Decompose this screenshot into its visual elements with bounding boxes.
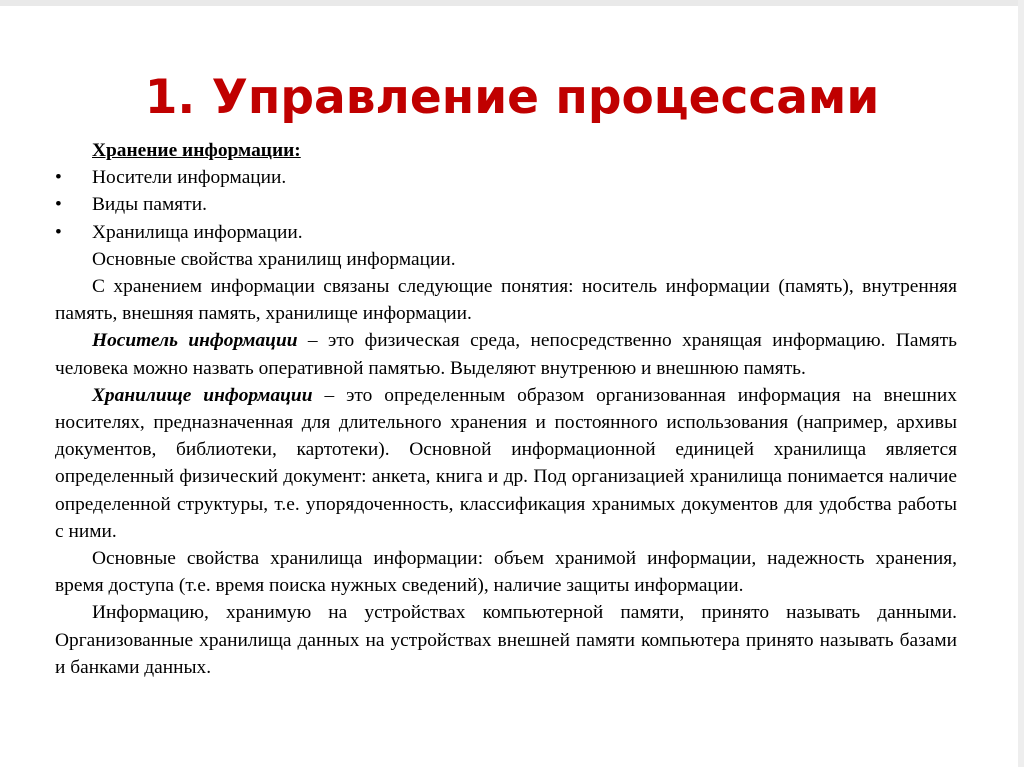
section-heading: Хранение информации: xyxy=(92,140,301,161)
storage-definition-paragraph xyxy=(55,382,957,545)
bullet-text: Виды памяти. xyxy=(92,194,207,216)
carrier-term: Носитель информации xyxy=(92,330,298,352)
bullet-item xyxy=(55,164,957,191)
storage-term: Хранилище информации xyxy=(92,384,313,406)
concepts-paragraph: С хранением информации связаны следующие понятия: носитель информации (память), внутренняя память, внешняя память, хранилище информации. xyxy=(55,276,957,325)
slide-body xyxy=(55,137,957,681)
carrier-definition-paragraph xyxy=(55,327,957,381)
bullet-item xyxy=(55,191,957,218)
data-definition-paragraph: Информацию, хранимую на устройствах компьютерной памяти, принято называть данными. Организованные хранилища данных на устройствах внешней памяти компьютера принято называть базами и банками данных. xyxy=(55,602,957,678)
bullet-text: Хранилища информации. xyxy=(92,221,303,243)
bullet-icon: • xyxy=(55,194,62,216)
bullet-icon: • xyxy=(55,221,62,243)
storage-properties-paragraph: Основные свойства хранилища информации: объем хранимой информации, надежность хранения, время доступа (т.е. время поиска нужных сведений), наличие защиты информации. xyxy=(55,548,957,597)
bullet-icon: • xyxy=(55,167,62,189)
bullet-text: Носители информации. xyxy=(92,167,287,189)
properties-intro-paragraph: Основные свойства хранилищ информации. xyxy=(92,248,456,270)
slide-title: 1. Управление процессами xyxy=(144,70,880,125)
storage-definition-text: – это определенным образом организованная информация на внешних носителях, предназначенная для длительного хранения и постоянного использования (например, архивы документов, библиотеки, картотеки). Основной информационной единицей хранилища является определенный физический документ: анкета, книга и др. Под организацией хранилища понимается наличие определенной структуры, т.е. упорядоченность, классификация хранимых документов для удобства работы с ними. xyxy=(55,384,957,542)
carrier-definition-text: – это физическая среда, непосредственно хранящая информацию. Память человека можно назвать оперативной памятью. Выделяют внутренюю и внешнюю память. xyxy=(55,330,957,379)
bullet-item xyxy=(55,219,957,246)
bullet-list xyxy=(55,164,957,246)
slide-frame-top xyxy=(0,0,1024,6)
